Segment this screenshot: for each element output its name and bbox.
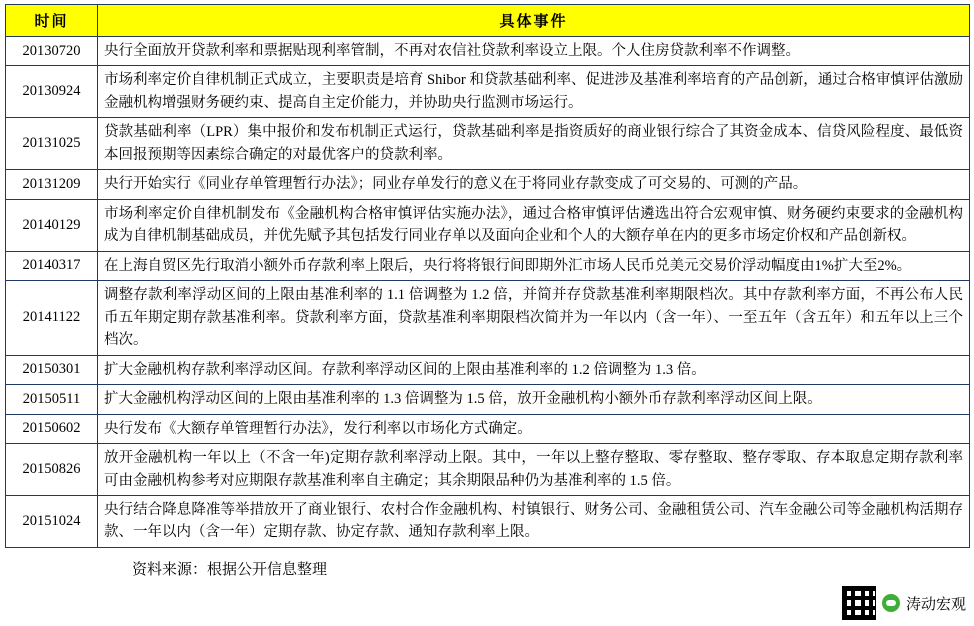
table-row: [6, 66, 970, 118]
cell-event: 调整存款利率浮动区间的上限由基准利率的 1.1 倍调整为 1.2 倍，并简并存贷款基准利率期限档次。其中存款利率方面，不再公布人民币五年期定期存款基准利率。贷款利率方面，贷款基准利率期限档次简并为一年以内（含一年）、一至五年（含五年）和五年以上三个档次。: [98, 281, 970, 355]
cell-event: 放开金融机构一年以上（不含一年)定期存款利率浮动上限。其中，一年以上整存整取、零存整取、整存零取、存本取息定期存款利率可由金融机构参考对应期限存款基准利率自主确定；其余期限品种仍为基准利率的 1.5 倍。: [98, 444, 970, 496]
interest-rate-timeline-table: [5, 4, 970, 548]
table-row: [6, 281, 970, 355]
column-header-event: 具体事件: [98, 5, 970, 37]
table-row: [6, 199, 970, 251]
table-row: [6, 37, 970, 66]
cell-time: 20140129: [6, 199, 98, 251]
cell-time: 20130720: [6, 37, 98, 66]
table-row: [6, 414, 970, 443]
cell-event: 在上海自贸区先行取消小额外币存款利率上限后，央行将将银行间即期外汇市场人民币兑美元交易价浮动幅度由1%扩大至2%。: [98, 251, 970, 280]
table-row: [6, 118, 970, 170]
cell-event: 央行开始实行《同业存单管理暂行办法》；同业存单发行的意义在于将同业存款变成了可交易的、可测的产品。: [98, 170, 970, 199]
document-page: [0, 4, 974, 626]
cell-event: 央行发布《大额存单管理暂行办法》，发行利率以市场化方式确定。: [98, 414, 970, 443]
cell-time: 20131025: [6, 118, 98, 170]
cell-time: 20150602: [6, 414, 98, 443]
cell-time: 20130924: [6, 66, 98, 118]
cell-time: 20131209: [6, 170, 98, 199]
cell-time: 20141122: [6, 281, 98, 355]
table-body: [6, 37, 970, 548]
table-row: [6, 355, 970, 384]
column-header-time: 时间: [6, 5, 98, 37]
cell-time: 20150826: [6, 444, 98, 496]
cell-event: 央行结合降息降准等举措放开了商业银行、农村合作金融机构、村镇银行、财务公司、金融租赁公司、汽车金融公司等金融机构活期存款、一年以内（含一年）定期存款、协定存款、通知存款利率上限。: [98, 495, 970, 547]
cell-event: 市场利率定价自律机制正式成立，主要职责是培育 Shibor 和贷款基础利率、促进涉及基准利率培育的产品创新，通过合格审慎评估激励金融机构增强财务硬约束、提高自主定价能力，并协助央行监测市场运行。: [98, 66, 970, 118]
cell-time: 20140317: [6, 251, 98, 280]
cell-event: 扩大金融机构存款利率浮动区间。存款利率浮动区间的上限由基准利率的 1.2 倍调整为 1.3 倍。: [98, 355, 970, 384]
table-header: [6, 5, 970, 37]
table-row: [6, 444, 970, 496]
cell-event: 市场利率定价自律机制发布《金融机构合格审慎评估实施办法》，通过合格审慎评估遴选出符合宏观审慎、财务硬约束要求的金融机构成为自律机制基础成员，并优先赋予其包括发行同业存单以及面向企业和个人的大额存单在内的更多市场定价权和产品创新权。: [98, 199, 970, 251]
cell-event: 央行全面放开贷款利率和票据贴现利率管制，不再对农信社贷款利率设立上限。个人住房贷款利率不作调整。: [98, 37, 970, 66]
cell-time: 20150301: [6, 355, 98, 384]
wechat-icon: [882, 594, 900, 612]
cell-event: 扩大金融机构浮动区间的上限由基准利率的 1.3 倍调整为 1.5 倍，放开金融机构小额外币存款利率浮动区间上限。: [98, 385, 970, 414]
qr-code-icon: [842, 586, 876, 620]
table-row: [6, 251, 970, 280]
table-row: [6, 385, 970, 414]
table-row: [6, 170, 970, 199]
table-row: [6, 495, 970, 547]
cell-event: 贷款基础利率（LPR）集中报价和发布机制正式运行，贷款基础利率是指资质好的商业银行综合了其资金成本、信贷风险程度、最低资本回报预期等因素综合确定的对最优客户的贷款利率。: [98, 118, 970, 170]
source-note: 资料来源：根据公开信息整理: [132, 561, 328, 578]
cell-time: 20151024: [6, 495, 98, 547]
table-header-row: [6, 5, 970, 37]
wechat-account-name: 涛动宏观: [905, 596, 966, 613]
wechat-account-badge: [842, 586, 966, 620]
cell-time: 20150511: [6, 385, 98, 414]
